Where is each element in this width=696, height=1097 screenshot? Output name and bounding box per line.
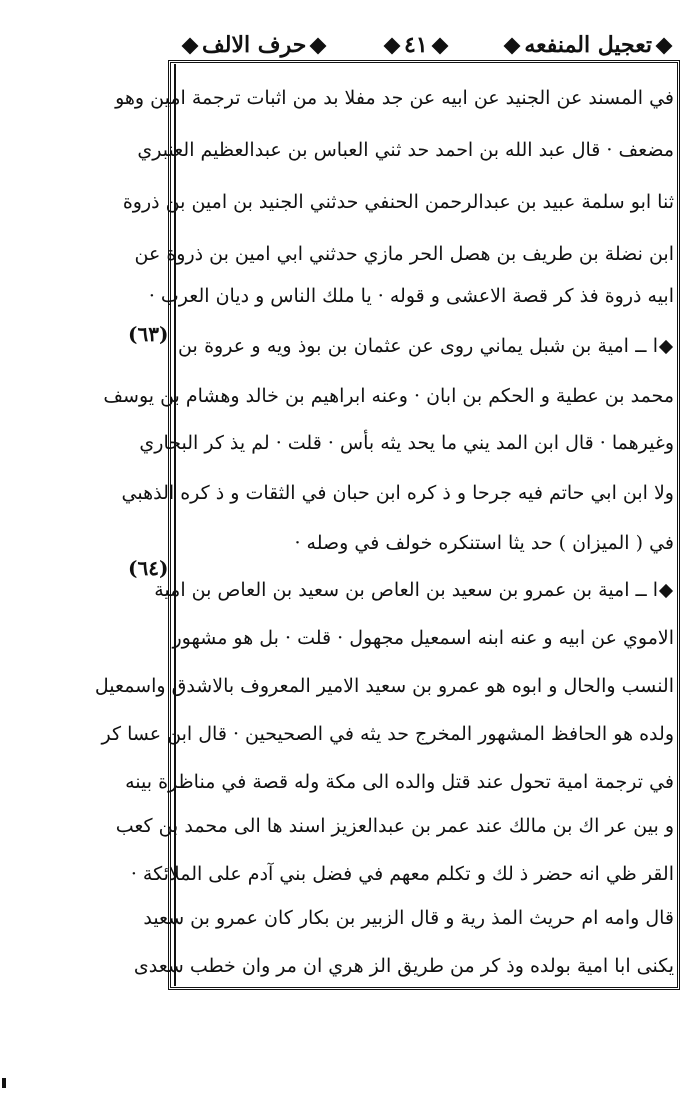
- text-line: ثنا ابو سلمة عبيد بن عبدالرحمن الحنفي حدثني الجنيد بن امين بن ذروة: [122, 191, 674, 213]
- entry-heading-line: [178, 326, 674, 366]
- book-title: تعجيل المنفعه: [524, 32, 652, 58]
- text-line: النسب والحال و ابوه هو عمرو بن سعيد الامير المعروف بالاشدق واسمعيل: [94, 675, 674, 697]
- ornament-icon: [310, 38, 327, 55]
- text-line: في ترجمة امية تحول عند قتل والده الى مكة وله قصة في مناظرة بينه: [125, 771, 674, 793]
- text-line: في المسند عن الجنيد عن ابيه عن جد مفلا بد من اثبات ترجمة امين وهو: [115, 87, 674, 109]
- running-page-number: [380, 32, 452, 58]
- ornament-icon: [384, 38, 401, 55]
- ornament-icon: [431, 38, 448, 55]
- entry-number: (٦٤): [128, 556, 169, 580]
- section-title: حرف الالف: [202, 32, 307, 58]
- text-line: ولا ابن ابي حاتم فيه جرحا و ذ كره ابن حبان في الثقات و ذ كره الذهبي: [121, 482, 674, 504]
- text-line: مضعف · قال عبد الله بن احمد حد ثني العباس بن عبدالعظيم العنبري: [137, 139, 674, 161]
- entry-marker-icon: [659, 340, 673, 354]
- entry-heading-text: ا ــ امية بن شبل يماني روى عن عثمان بن بوذ ويه و عروة بن: [178, 335, 658, 357]
- page-number: ٤١: [404, 32, 428, 58]
- text-line: في ( الميزان ) حد يثا استنكره خولف في وصله ·: [294, 532, 674, 554]
- text-line: محمد بن عطية و الحكم بن ابان · وعنه ابراهيم بن خالد وهشام بن يوسف: [103, 385, 674, 407]
- entry-heading-line: [154, 570, 674, 610]
- scan-mark: [2, 1078, 6, 1088]
- text-line: يكنى ابا امية بولده وذ كر من طريق الز هري ان مر وان خطب سعدى: [133, 955, 674, 977]
- entry-number: (٦٣): [128, 322, 169, 346]
- entry-marker-icon: [659, 584, 673, 598]
- ornament-icon: [504, 38, 521, 55]
- text-line: و بين عر اك بن مالك عند عمر بن عبدالعزيز اسند ها الى محمد بن كعب: [115, 815, 674, 837]
- ornament-icon: [656, 38, 673, 55]
- ornament-icon: [182, 38, 199, 55]
- running-title-section: [178, 32, 330, 58]
- text-line: وغيرهما · قال ابن المد يني ما يحد يثه بأس · قلت · لم يذ كر البخاري: [139, 432, 674, 454]
- running-title-book: [500, 32, 676, 58]
- text-line: ولده هو الحافظ المشهور المخرج حد يثه في الصحيحين · قال ابن عسا كر: [101, 723, 674, 745]
- text-line: الاموي عن ابيه و عنه ابنه اسمعيل مجهول · قلت · بل هو مشهور: [172, 627, 674, 649]
- text-line: ابيه ذروة فذ كر قصة الاعشى و قوله · يا ملك الناس و ديان العرب ·: [148, 285, 674, 307]
- entry-heading-text: ا ــ امية بن عمرو بن سعيد بن العاص بن سعيد بن العاص بن امية: [154, 579, 658, 601]
- text-line: القر ظي انه حضر ذ لك و تكلم معهم في فضل بني آدم على الملائكة ·: [130, 863, 674, 885]
- text-line: قال وامه ام حريث المذ رية و قال الزبير بن بكار كان عمرو بن سعيد: [143, 907, 674, 929]
- text-line: ابن نضلة بن طريف بن هصل الحر مازي حدثني ابي امين بن ذروة عن: [134, 243, 674, 265]
